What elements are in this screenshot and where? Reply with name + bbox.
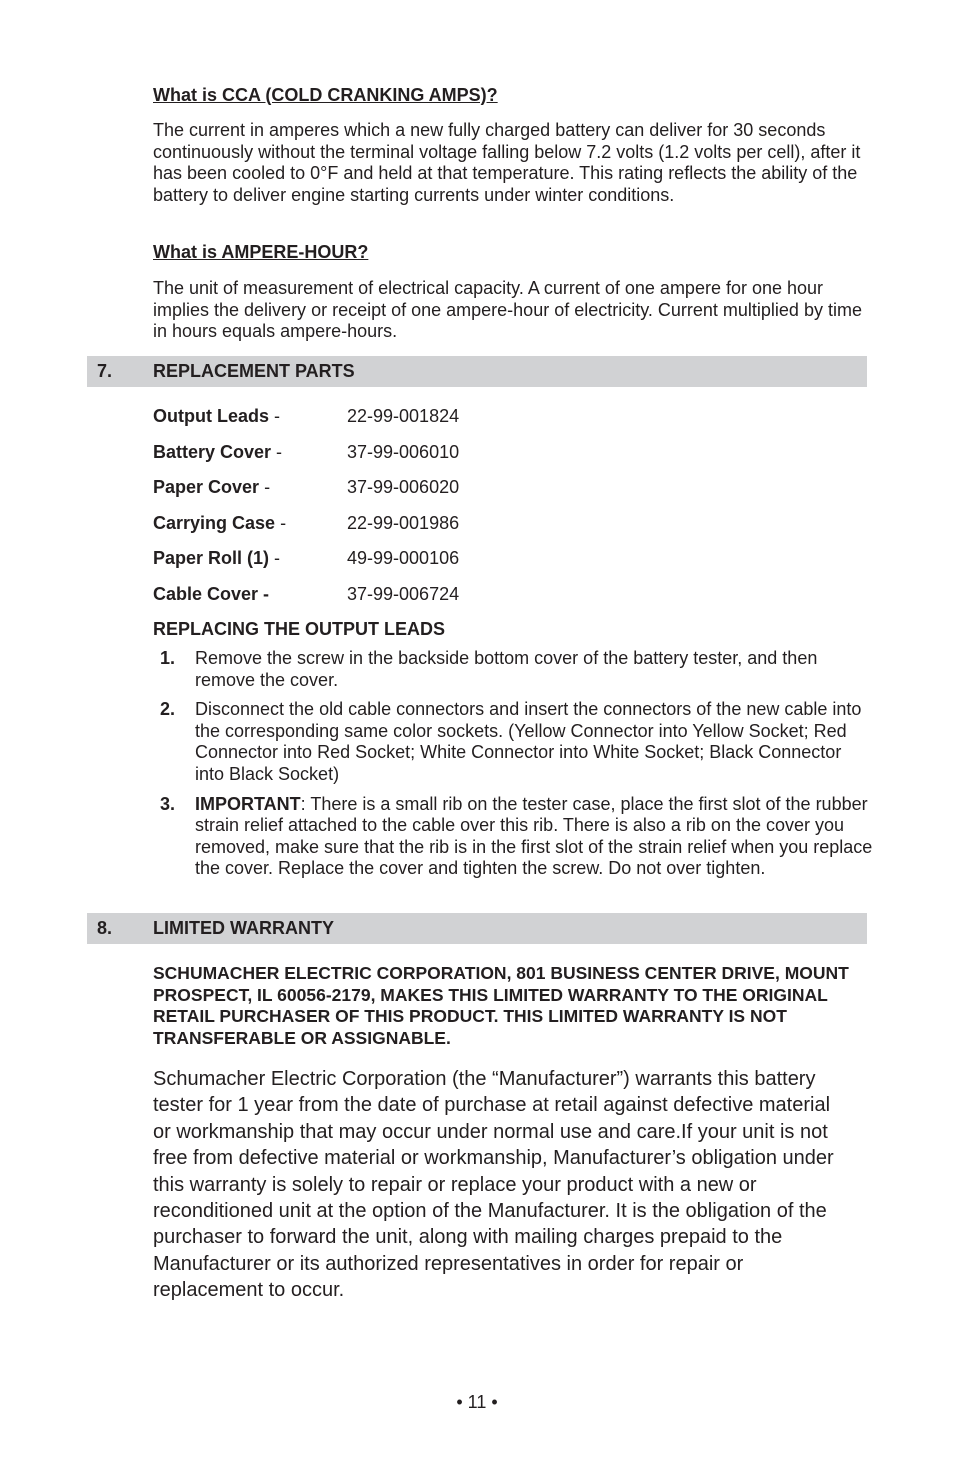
part-name: Battery Cover - (153, 441, 283, 462)
replacing-leads-heading: REPLACING THE OUTPUT LEADS (153, 619, 446, 639)
list-item (153, 794, 873, 880)
part-number: 37-99-006724 (347, 583, 460, 604)
step-text: Disconnect the old cable connectors and insert the connectors of the new cable into the corresponding same color sockets. (Yellow Connector into Yellow Socket; Red Connector into Red Socket; White Connector into White Socket; Black Connector into Black Socket) (195, 699, 862, 784)
list-item (153, 699, 873, 785)
part-number: 37-99-006010 (347, 441, 460, 462)
part-row (153, 439, 553, 475)
part-number: 22-99-001824 (347, 406, 460, 426)
ampere-hour-heading: What is AMPERE-HOUR? (153, 242, 369, 262)
part-number: 49-99-000106 (347, 548, 460, 569)
part-row (153, 403, 553, 439)
part-name: Carrying Case - (153, 512, 287, 533)
warranty-statement: SCHUMACHER ELECTRIC CORPORATION, 801 BUSINESS CENTER DRIVE, MOUNT PROSPECT, IL 60056-2179, MAKES THIS LIMITED WARRANTY TO THE ORIGINAL RETAIL PURCHASER OF THIS PRODUCT. THIS LIMITED WARRANTY IS NOT TRANSFERABLE OR ASSIGNABLE. (153, 963, 849, 1048)
step-text: IMPORTANT: There is a small rib on the tester case, place the first slot of the rubber strain relief attached to the cable over this rib. There is also a rib on the cover you removed, make sure that the rib is in the first slot of the strain relief when you replace the cover. Replace the cover and tighten the screw. Do not over tighten. (195, 793, 873, 879)
part-row (153, 545, 553, 581)
cca-body: The current in amperes which a new fully charged battery can deliver for 30 seconds continuously without the terminal voltage falling below 7.2 volts (1.2 volts per cell), after it has been cooled to 0°F and held at that temperature. This rating reflects the ability of the battery to deliver engine starting currents under winter conditions. (153, 120, 861, 205)
cca-heading: What is CCA (COLD CRANKING AMPS)? (153, 85, 498, 105)
list-item (153, 648, 873, 691)
step-text: Remove the screw in the backside bottom cover of the battery tester, and then remove the cover. (195, 648, 818, 690)
section-7-header (87, 356, 867, 387)
step-number: 3. (160, 793, 176, 814)
part-name: Output Leads - (153, 406, 280, 426)
warranty-body: Schumacher Electric Corporation (the “Manufacturer”) warrants this battery tester for 1 year from the date of purchase at retail against defective material or workmanship that may occur under normal use and care.If your unit is not free from defective material or workmanship, Manufacturer’s obligation under this warranty is solely to repair or replace your product with a new or reconditioned unit at the option of the Manufacturer. It is the obligation of the purchaser to forward the unit, along with mailing charges prepaid to the Manufacturer or its authorized representatives in order for repair or replacement to occur. (153, 1068, 834, 1302)
replacement-parts-list (153, 403, 553, 617)
section-8-number: 8. (97, 918, 113, 938)
part-row (153, 474, 553, 510)
section-7-number: 7. (97, 361, 113, 381)
part-name: Cable Cover - (153, 583, 270, 604)
part-number: 22-99-001986 (347, 512, 460, 533)
part-number: 37-99-006020 (347, 477, 460, 498)
section-8-header (87, 913, 867, 944)
part-name: Paper Cover - (153, 477, 271, 498)
section-8-title: LIMITED WARRANTY (153, 918, 334, 938)
replacing-leads-steps (153, 648, 873, 888)
step-number: 2. (160, 699, 176, 720)
page-number: • 11 • (456, 1392, 498, 1412)
part-row (153, 581, 553, 617)
ampere-hour-body: The unit of measurement of electrical capacity. A current of one ampere for one hour implies the delivery or receipt of one ampere-hour of electricity. Current multiplied by time in hours equals ampere-hours. (153, 278, 862, 342)
part-name: Paper Roll (1) - (153, 548, 281, 569)
part-row (153, 510, 553, 546)
step-number: 1. (160, 648, 176, 668)
section-7-title: REPLACEMENT PARTS (153, 361, 355, 381)
